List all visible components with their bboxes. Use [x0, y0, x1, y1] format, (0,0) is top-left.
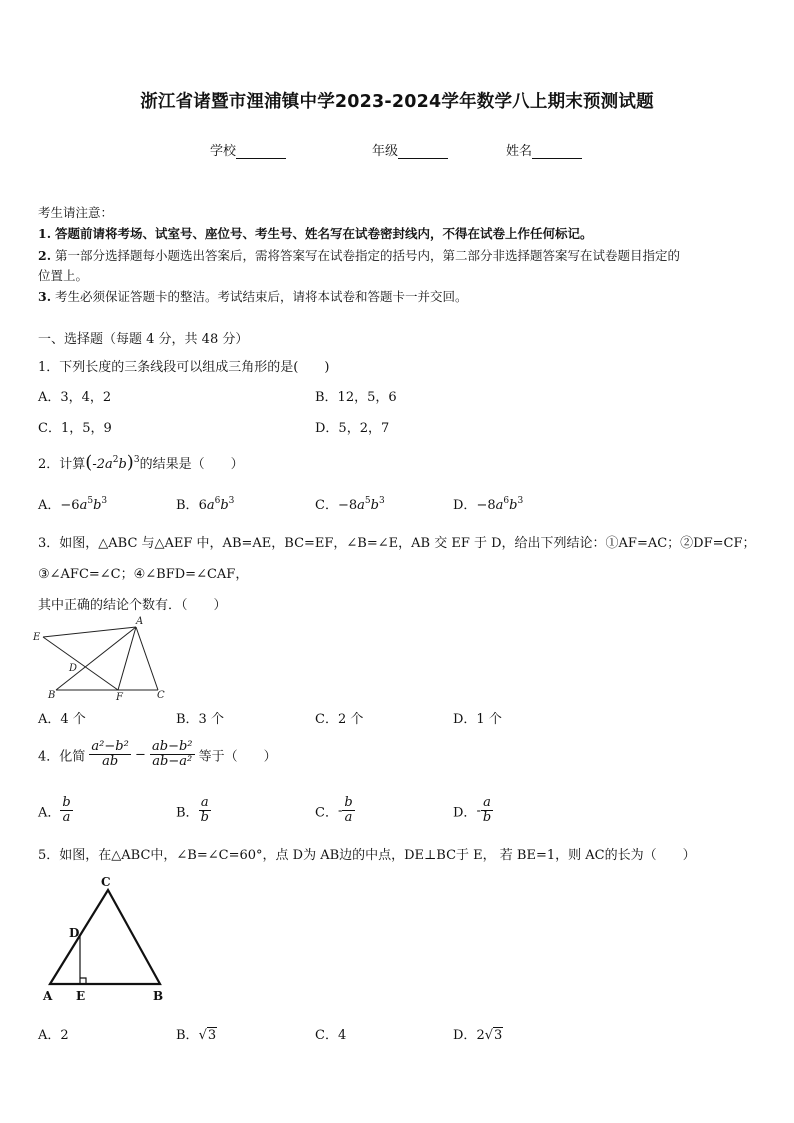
section-heading: 一、选择题（每题 4 分，共 48 分） [38, 332, 249, 347]
sqrt-3: √3 [198, 1028, 217, 1043]
line-af [118, 627, 136, 690]
q3-option-a[interactable]: A．4 个 [38, 712, 86, 727]
label-a: A [136, 616, 144, 627]
q4-fraction-1: $\frac{\text{a²−b²}}{ab}$ [91, 739, 129, 770]
label-f: F [116, 692, 123, 703]
q2-option-c[interactable]: C．$-8a^5b^3$ [315, 496, 385, 513]
question-3-line2: ③∠AFC=∠C；④∠BFD=∠CAF， [38, 567, 249, 582]
label-e: E [33, 632, 41, 643]
q3-option-c[interactable]: C．2 个 [315, 712, 364, 727]
q4-option-a[interactable]: A． $\frac{b}{a}$ [38, 795, 71, 826]
q4-option-d[interactable]: D．- $\frac{a}{b}$ [453, 795, 492, 826]
school-field[interactable] [210, 140, 286, 159]
label-d: D [69, 663, 78, 674]
grade-label: 年级 [372, 144, 399, 159]
notice-heading: 考生请注意： [38, 205, 114, 220]
label-a: A [43, 989, 53, 1003]
notice-item-2-cont: 位置上。 [38, 268, 89, 283]
q5-option-d[interactable]: D．2√3 [453, 1028, 503, 1043]
school-label: 学校 [210, 144, 237, 159]
name-label: 姓名 [506, 144, 533, 159]
grade-field[interactable] [372, 140, 448, 159]
q5-option-c[interactable]: C．4 [315, 1028, 347, 1043]
page-title: 浙江省诸暨市浬浦镇中学2023-2024学年数学八上期末预测试题 [140, 92, 654, 112]
notice-item-2: 2. 第一部分选择题每小题选出答案后，需将答案写在试卷指定的括号内，第二部分非选择题答案写在试卷题目指定的 [38, 248, 681, 263]
line-ac [136, 627, 158, 690]
label-c: C [157, 690, 165, 701]
q3-option-b[interactable]: B．3 个 [176, 712, 224, 727]
q1-option-b[interactable]: B．12，5，6 [315, 390, 397, 405]
q1-option-a[interactable]: A．3，4，2 [38, 390, 112, 405]
triangle-abc [50, 890, 160, 984]
q2-option-d[interactable]: D．$-8a^6b^3$ [453, 496, 524, 513]
line-ba [56, 627, 136, 690]
label-e: E [76, 989, 86, 1003]
q2-option-a[interactable]: A．$-6a^5b^3$ [38, 496, 108, 513]
q3-triangle-figure [32, 612, 172, 704]
question-5-stem: 5．如图，在△ABC中，∠B=∠C=60°，点 D为 AB边的中点，DE⊥BC于 E， 若 BE=1，则 AC的长为（ ） [38, 848, 696, 863]
question-3-line1: 3．如图，△ABC 与△AEF 中，AB=AE，BC=EF，∠B=∠E，AB 交 EF 于 D，给出下列结论：①AF=AC；②DF=CF； [38, 536, 756, 551]
q5-option-b[interactable]: B．√3 [176, 1028, 217, 1043]
q4-fraction-2: $\frac{\text{ab−b²}}{\text{ab−a²}}$ [152, 739, 193, 770]
label-d: D [69, 926, 80, 940]
label-c: C [101, 875, 111, 889]
label-b: B [153, 989, 164, 1003]
question-3-line3: 其中正确的结论个数有．（ ） [38, 598, 227, 613]
q4-option-b[interactable]: B． $\frac{a}{b}$ [176, 795, 209, 826]
line-ef [43, 637, 118, 690]
question-4-stem: 4．化简 $\frac{\text{a²−b²}}{ab}$ − $\frac{\text{ab−b²}}{\text{ab−a²}}$ 等于（ ） [38, 739, 277, 770]
label-b: B [48, 690, 56, 701]
notice-item-3: 3. 考生必须保证答题卡的整洁。考试结束后，请将本试卷和答题卡一并交回。 [38, 289, 468, 304]
q1-option-d[interactable]: D．5，2，7 [315, 421, 390, 436]
name-field[interactable] [506, 140, 582, 159]
q2-option-b[interactable]: B．$6a^6b^3$ [176, 496, 235, 513]
sqrt-3: √3 [484, 1028, 503, 1043]
line-ea [43, 627, 136, 637]
q3-option-d[interactable]: D．1 个 [453, 712, 502, 727]
question-2-stem: 2．计算$(-2a^2b)^3$的结果是（ ） [38, 452, 244, 473]
question-1-stem: 1．下列长度的三条线段可以组成三角形的是( ) [38, 360, 330, 375]
notice-item-1: 1. 答题前请将考场、试室号、座位号、考生号、姓名写在试卷密封线内，不得在试卷上作任何标记。 [38, 226, 593, 241]
q5-option-a[interactable]: A．2 [38, 1028, 69, 1043]
q1-option-c[interactable]: C．1，5，9 [38, 421, 112, 436]
q5-triangle-figure [38, 872, 173, 1007]
q4-option-c[interactable]: C．- $\frac{b}{a}$ [315, 795, 353, 826]
